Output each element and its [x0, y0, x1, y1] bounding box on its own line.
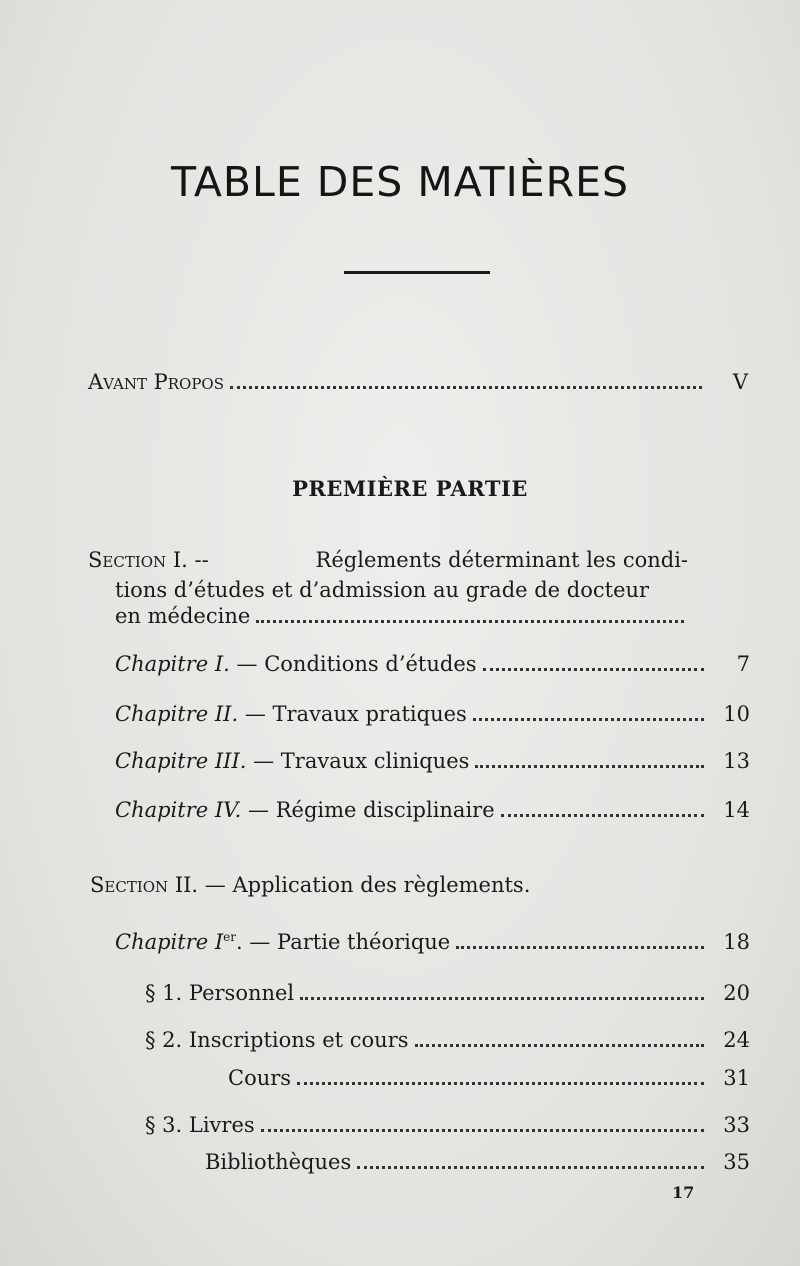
section-label: Section I. [88, 548, 188, 572]
toc-entry-avant-propos [88, 370, 748, 394]
section-1-line3 [115, 604, 690, 628]
leader-dots [256, 620, 684, 623]
leader-dots [230, 386, 702, 389]
chapter-superscript: er [223, 930, 236, 944]
page-title: TABLE DES MATIÈRES [170, 158, 630, 206]
leader-dots [456, 946, 704, 949]
entry-label: § 2. Inscriptions et cours [145, 1028, 409, 1052]
chapter-title: Travaux pratiques [272, 702, 467, 726]
entry-label: § 3. Livres [145, 1113, 255, 1137]
leader-dots [483, 668, 704, 671]
section-dash: — [204, 873, 226, 897]
toc-entry-chapter-3 [115, 749, 750, 773]
leader-dots [473, 718, 704, 721]
leader-dots [297, 1082, 704, 1085]
section-title-line1: Réglements déterminant les condi- [315, 548, 688, 572]
toc-entry-chapter-2 [115, 702, 750, 726]
toc-entry-bibliotheques [205, 1150, 750, 1174]
chapter-label: Chapitre I [115, 930, 224, 954]
chapter-label: Chapitre I. [115, 652, 230, 676]
section-title-line2: tions d’études et d’admission au grade de docteur [115, 578, 650, 602]
leader-dots [357, 1166, 704, 1169]
section-2-heading [90, 873, 710, 897]
chapter-title: Travaux cliniques [280, 749, 470, 773]
toc-entry-chapter-er [115, 930, 750, 954]
chapter-label: Chapitre III. [115, 749, 247, 773]
section-label: Section II. [90, 873, 199, 897]
toc-entry-paragraph-2 [145, 1028, 750, 1052]
chapter-page: 13 [723, 749, 750, 773]
entry-page: 33 [723, 1113, 750, 1137]
entry-page: 31 [723, 1066, 750, 1090]
entry-label: § 1. Personnel [145, 981, 295, 1005]
entry-page: V [732, 370, 748, 394]
chapter-page: 10 [723, 702, 750, 726]
toc-entry-paragraph-3 [145, 1113, 750, 1137]
part-heading: PREMIÈRE PARTIE [292, 476, 528, 501]
entry-label: Avant Propos [88, 370, 225, 394]
chapter-title: Régime disciplinaire [275, 798, 495, 822]
entry-page: 24 [723, 1028, 750, 1052]
chapter-page: 18 [723, 930, 750, 954]
title-rule [344, 271, 490, 274]
chapter-title: Conditions d’études [264, 652, 477, 676]
section-title-line3: en médecine [115, 604, 251, 628]
section-title: Application des règlements. [232, 873, 531, 897]
chapter-sep: . — [236, 930, 271, 954]
chapter-label: Chapitre IV. [115, 798, 242, 822]
leader-dots [300, 997, 704, 1000]
section-dash: -- [194, 548, 209, 572]
leader-dots [415, 1044, 704, 1047]
leader-dots [261, 1129, 704, 1132]
toc-entry-paragraph-1 [145, 981, 750, 1005]
chapter-sep: — [253, 749, 275, 773]
chapter-page: 7 [736, 652, 750, 676]
leader-dots [475, 765, 704, 768]
entry-page: 20 [723, 981, 750, 1005]
chapter-label: Chapitre II. [115, 702, 239, 726]
entry-label: Cours [228, 1066, 292, 1090]
chapter-title: Partie théorique [277, 930, 451, 954]
toc-entry-chapter-1 [115, 652, 750, 676]
toc-entry-cours [228, 1066, 750, 1090]
entry-page: 35 [723, 1150, 750, 1174]
page-number: 17 [672, 1183, 695, 1202]
chapter-sep: — [236, 652, 258, 676]
toc-entry-chapter-4 [115, 798, 750, 822]
chapter-page: 14 [723, 798, 750, 822]
leader-dots [501, 814, 704, 817]
section-1-heading [88, 545, 688, 605]
chapter-sep: — [248, 798, 270, 822]
chapter-sep: — [244, 702, 266, 726]
entry-label: Bibliothèques [205, 1150, 352, 1174]
